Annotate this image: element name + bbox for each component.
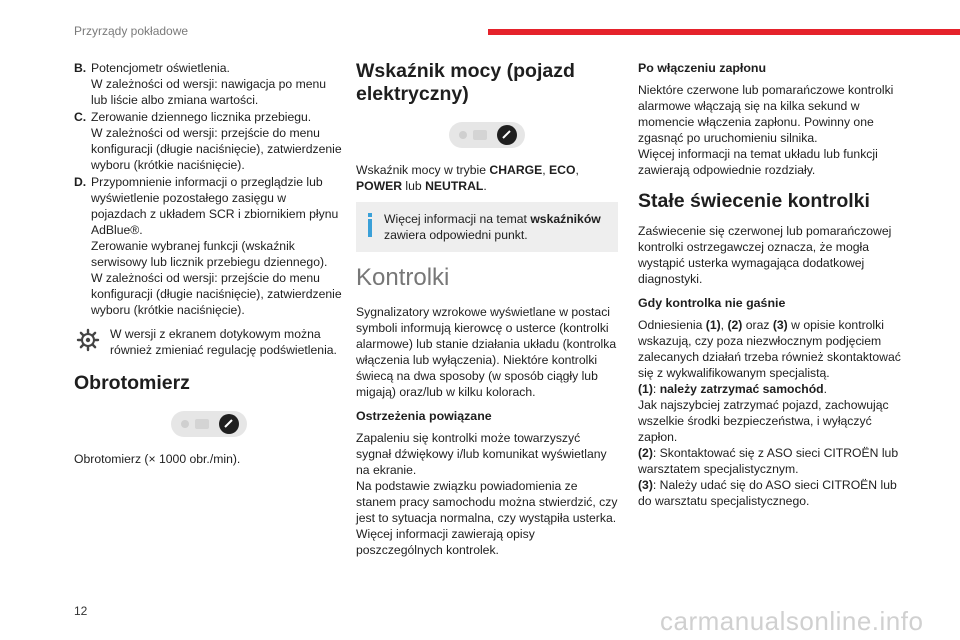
- related-warnings-text-1: Zapaleniu się kontrolki może towarzyszyć sygnał dźwiękowy i/lub komunikat wyświetlany na ekranie.: [356, 431, 607, 477]
- column-2: [356, 60, 618, 558]
- power-indicator-gauge-icon: [447, 118, 527, 152]
- references-text: Odniesienia (1), (2) oraz (3) w opisie kontrolki wskazują, czy poza niezwłocznym podjęciem zalecanych działań trzeba również skontaktować się z wykwalifikowanym specjalistą.: [638, 318, 901, 380]
- list-key: B.: [74, 61, 87, 75]
- touchscreen-note: [74, 326, 344, 358]
- gear-settings-icon: [76, 328, 100, 352]
- list-key: C.: [74, 110, 87, 124]
- column-3: [638, 60, 910, 509]
- list-item-b: [74, 60, 344, 108]
- reference-3: (3): Należy udać się do ASO sieci CITROËN lub do warsztatu specjalistycznego.: [638, 478, 897, 508]
- list-line: Przypomnienie informacji o przeglądzie lub wyświetlenie pozostałego zasięgu w pojazdach z układem SCR i zbiornikiem płynu AdBlue®.: [91, 175, 339, 237]
- column-1: [74, 60, 344, 467]
- tachometer-text: Obrotomierz (× 1000 obr./min).: [74, 452, 241, 466]
- steady-light-text: Zaświecenie się czerwonej lub pomarańczowej kontrolki ostrzegawczej oznacza, że mogła wystąpić usterka wymagająca dodatkowej diagnostyki.: [638, 224, 892, 286]
- power-indicator-heading: Wskaźnik mocy (pojazd elektryczny): [356, 60, 575, 105]
- steady-light-heading: Stałe świecenie kontrolki: [638, 190, 870, 212]
- info-box: [356, 202, 618, 252]
- reference-1: (1): należy zatrzymać samochód.: [638, 382, 827, 396]
- ignition-heading: Po włączeniu zapłonu: [638, 61, 767, 75]
- power-indicator-text: Wskaźnik mocy w trybie CHARGE, ECO, POWER lub NEUTRAL.: [356, 163, 579, 193]
- reference-2: (2): Skontaktować się z ASO sieci CITROËN lub warsztatem specjalistycznym.: [638, 446, 899, 476]
- info-icon: [368, 213, 372, 243]
- touchscreen-note-text: W wersji z ekranem dotykowym można również zmieniać regulację podświetlenia.: [110, 327, 337, 357]
- list-line: Zerowanie wybranej funkcji (wskaźnik serwisowy lub licznik przebiegu dziennego).: [91, 239, 328, 269]
- tachometer-heading: Obrotomierz: [74, 372, 190, 394]
- related-warnings-text-2: Na podstawie związku powiadomienia ze stanem pracy samochodu można stwierdzić, czy jest to sytuacja normalna, czy wystąpiła usterka. Więcej informacji zawierają opisy poszczególnych kontrolek.: [356, 479, 618, 557]
- related-warnings-heading: Ostrzeżenia powiązane: [356, 409, 492, 423]
- tachometer-gauge-icon: [169, 407, 249, 441]
- ignition-text-1: Niektóre czerwone lub pomarańczowe kontrolki alarmowe włączają się na kilka sekund w momencie włączenia zapłonu. Powinny one zgasnąć po uruchomieniu silnika.: [638, 83, 894, 145]
- header-accent-bar: [488, 29, 960, 35]
- ignition-text-2: Więcej informacji na temat układu lub funkcji zawierają odpowiednie rozdziały.: [638, 147, 878, 177]
- list-line: Potencjometr oświetlenia.: [91, 61, 230, 75]
- page-number: 12: [74, 604, 88, 618]
- list-item-d: [74, 174, 344, 318]
- watermark: carmanualsonline.info: [660, 606, 924, 636]
- list-item-c: [74, 109, 344, 173]
- list-key: D.: [74, 175, 87, 189]
- warning-lights-text: Sygnalizatory wzrokowe wyświetlane w postaci symboli informują kierowcę o usterce (kontrolki alarmowe) lub stanie działania układu (kontrolka włączenia lub wyłączenia). Niektóre kontrolki świecą na dwa sposoby (w sposób ciągły lub migają) oraz/lub w kilku kolorach.: [356, 305, 617, 399]
- reference-1-text: Jak najszybciej zatrzymać pojazd, zachowując wszelkie środki bezpieczeństwa, i wyłączyć zapłon.: [638, 398, 889, 444]
- info-box-text: Więcej informacji na temat wskaźników zawiera odpowiedni punkt.: [384, 212, 601, 242]
- header-section-title: Przyrządy pokładowe: [74, 24, 189, 38]
- list-line: W zależności od wersji: nawigacja po menu lub liście albo zmiana wartości.: [91, 77, 327, 107]
- list-line: Zerowanie dziennego licznika przebiegu.: [91, 110, 312, 124]
- warning-lights-heading: Kontrolki: [356, 264, 450, 291]
- light-stays-on-heading: Gdy kontrolka nie gaśnie: [638, 296, 786, 310]
- list-line: W zależności od wersji: przejście do menu konfiguracji (długie naciśnięcie), zatwierdzenie wyboru (krótkie naciśnięcie).: [91, 126, 342, 172]
- list-line: W zależności od wersji: przejście do menu konfiguracji (długie naciśnięcie), zatwierdzenie wyboru (krótkie naciśnięcie).: [91, 271, 342, 317]
